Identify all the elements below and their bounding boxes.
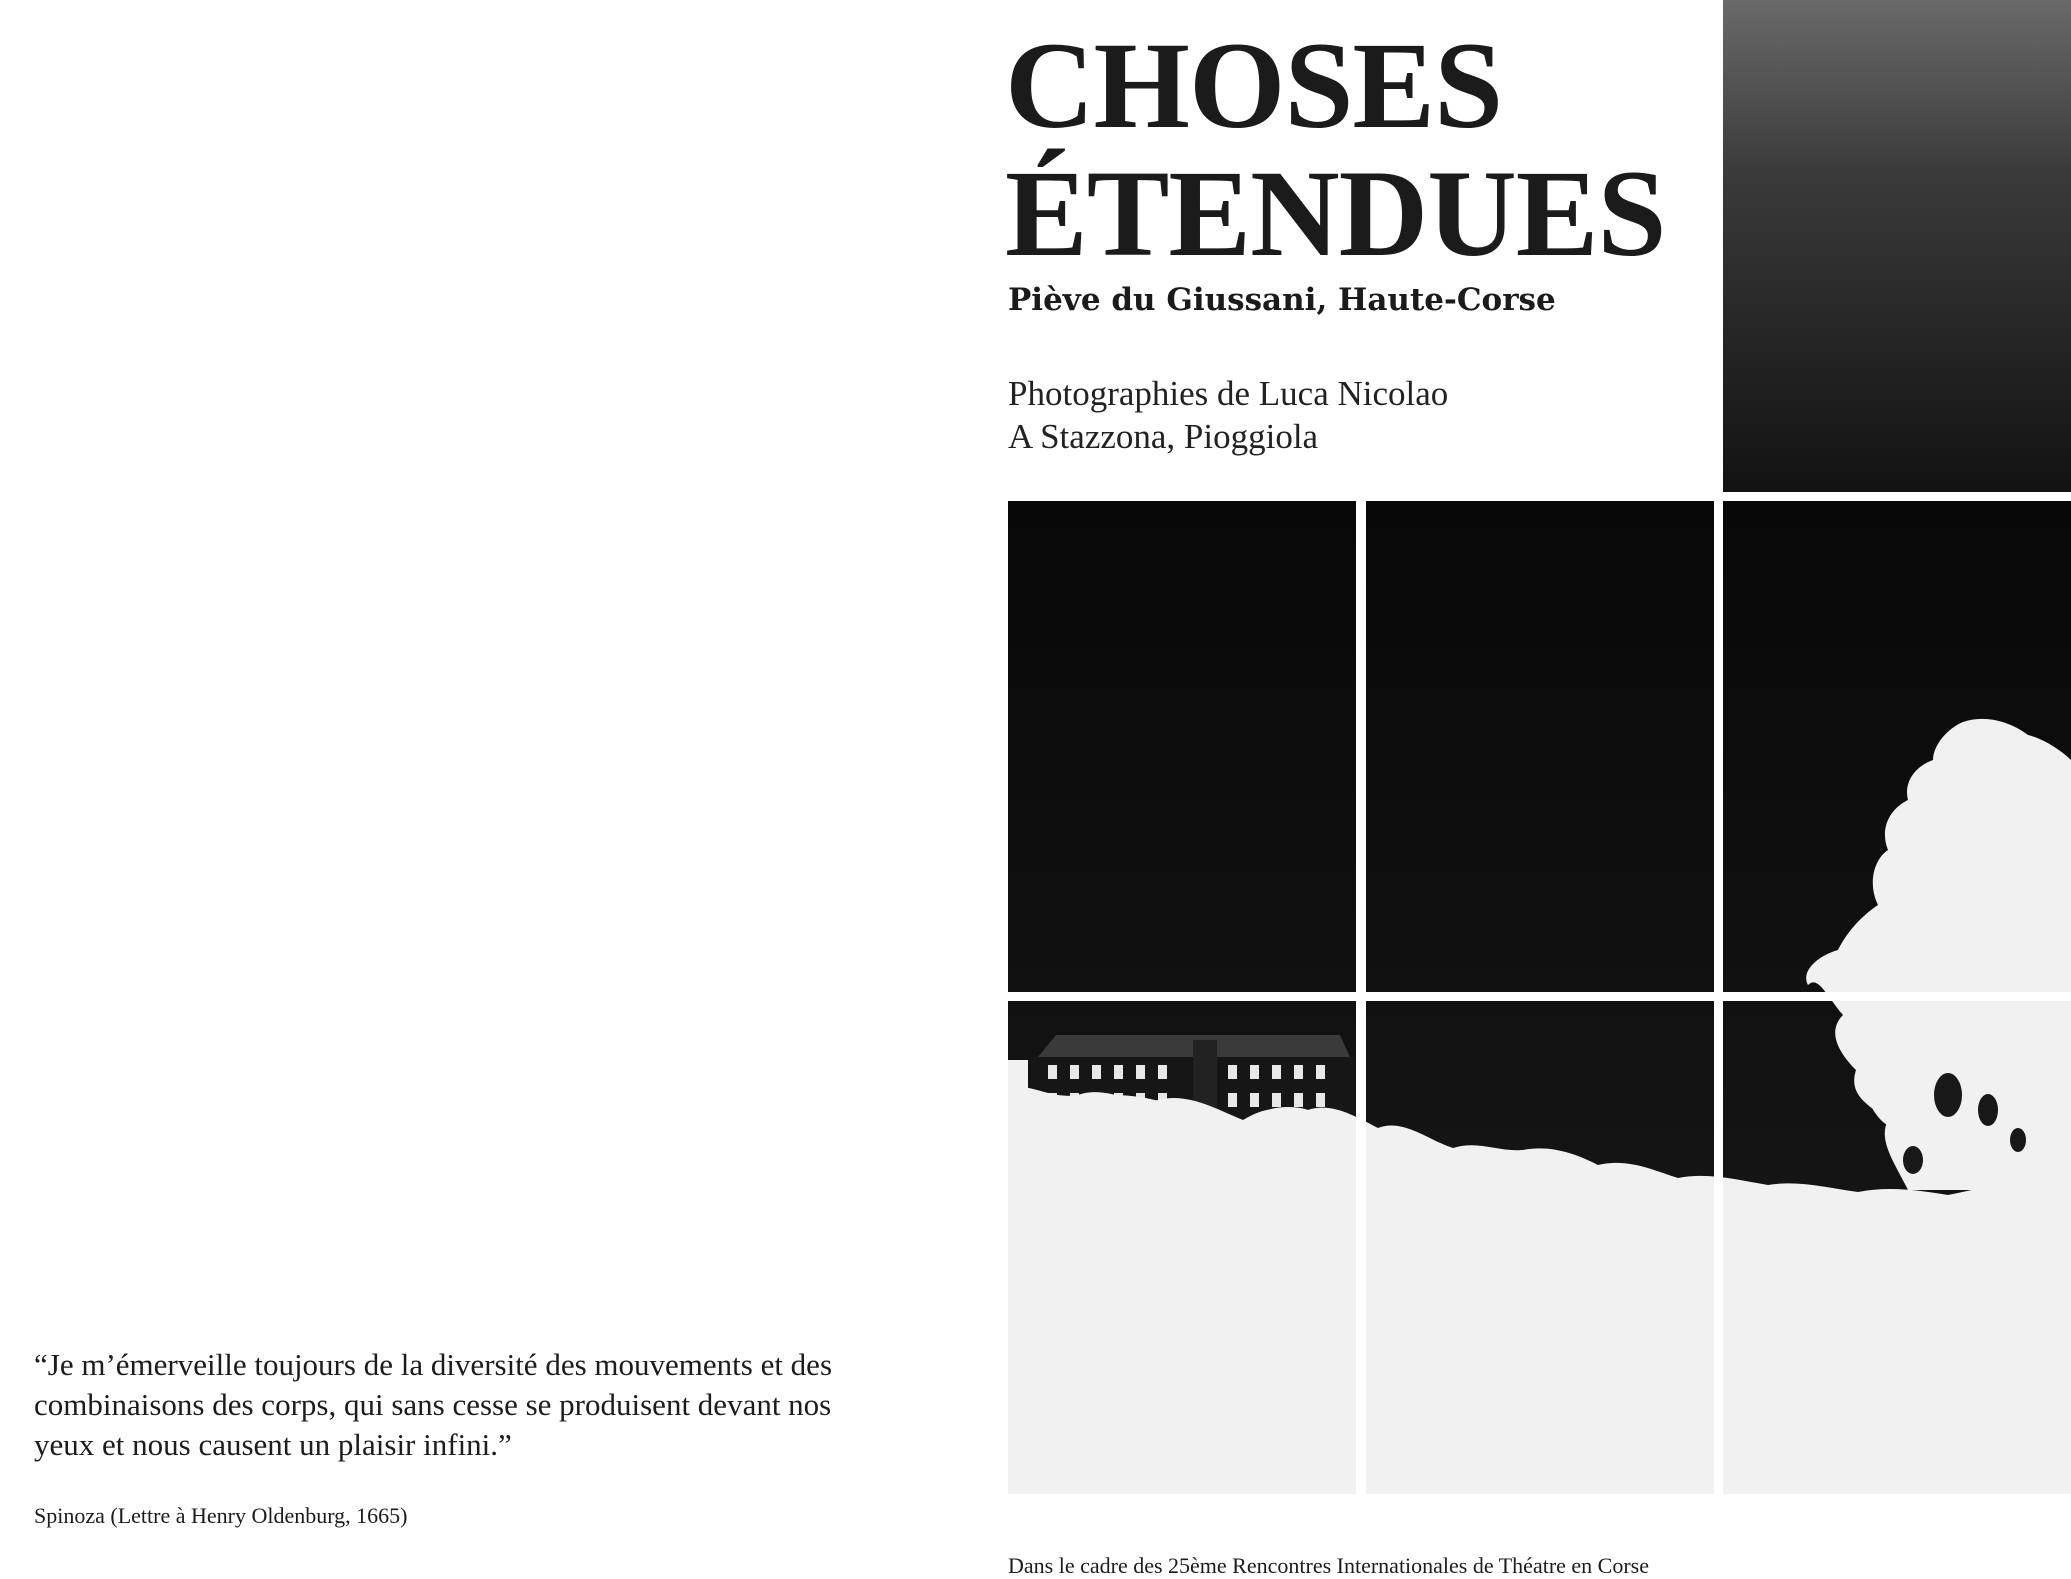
subtitle: Piève du Giussani, Haute-Corse — [1008, 282, 1556, 318]
top-right-tile — [1723, 0, 2071, 492]
photographer-credit: Photographies de Luca Nicolao — [1008, 374, 1449, 413]
negative-photo-grid — [1008, 0, 2071, 1494]
quote-attribution: Spinoza (Lettre à Henry Oldenburg, 1665) — [34, 1503, 408, 1528]
title-line-2: ÉTENDUES — [1005, 145, 1666, 282]
title-line-1: CHOSES — [1005, 17, 1503, 154]
footer-note: Dans le cadre des 25ème Rencontres Internationales de Théatre en Corse — [1008, 1553, 1649, 1578]
venue: A Stazzona, Pioggiola — [1008, 417, 1319, 456]
quote-text: “Je m’émerveille toujours de la diversité des mouvements et des combinaisons des corps, qui sans cesse se produisent devant nos yeux et nous causent un plaisir infini.” — [34, 1347, 833, 1462]
